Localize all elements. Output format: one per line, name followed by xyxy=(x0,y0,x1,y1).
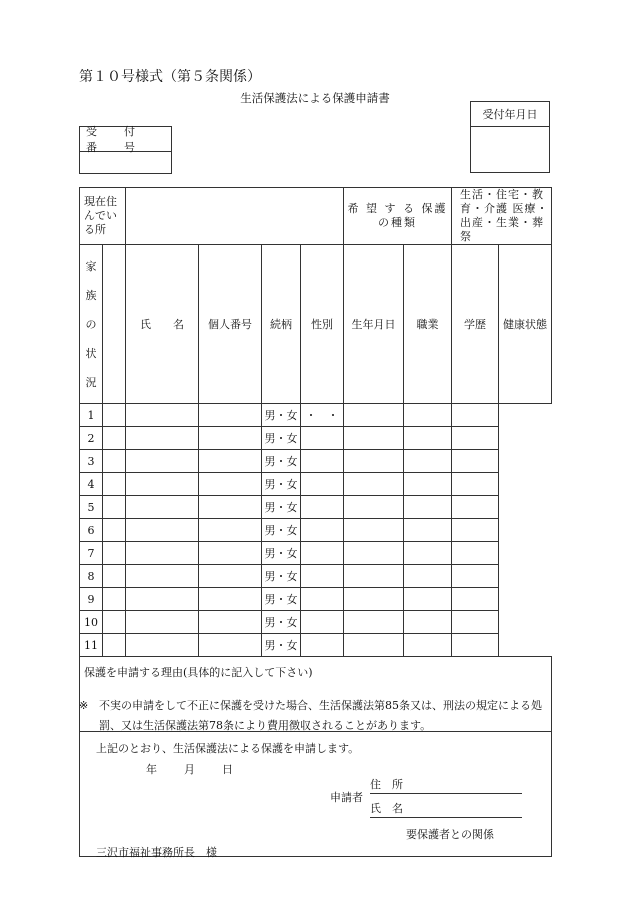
gender-cell[interactable]: 男・女 xyxy=(262,473,301,496)
name-cell[interactable] xyxy=(103,588,126,611)
reception-number-box xyxy=(79,126,172,174)
gender-cell[interactable]: 男・女 xyxy=(262,611,301,634)
occupation-cell[interactable] xyxy=(344,450,404,473)
education-cell[interactable] xyxy=(404,450,452,473)
education-cell[interactable] xyxy=(404,634,452,657)
personal-number-cell[interactable] xyxy=(126,427,199,450)
birthdate-cell[interactable] xyxy=(301,519,344,542)
occupation-cell[interactable] xyxy=(344,473,404,496)
column-header-occupation: 職業 xyxy=(404,245,452,404)
health-cell[interactable] xyxy=(452,450,499,473)
health-cell[interactable] xyxy=(452,496,499,519)
relationship-cell[interactable] xyxy=(199,404,262,427)
relationship-label[interactable]: 要保護者との関係 xyxy=(406,828,494,841)
desired-protection-label: 希 望 す る 保護の種類 xyxy=(344,188,452,245)
relationship-cell[interactable] xyxy=(199,496,262,519)
row-number: 3 xyxy=(80,450,103,473)
education-cell[interactable] xyxy=(404,427,452,450)
year-label: 年 xyxy=(146,763,157,776)
application-date[interactable] xyxy=(146,761,260,777)
relationship-cell[interactable] xyxy=(199,427,262,450)
birthdate-cell[interactable] xyxy=(301,427,344,450)
occupation-cell[interactable] xyxy=(344,634,404,657)
health-cell[interactable] xyxy=(452,404,499,427)
column-header-relationship: 続柄 xyxy=(262,245,301,404)
applicant-label: 申請者 xyxy=(330,791,363,804)
personal-number-cell[interactable] xyxy=(126,519,199,542)
birthdate-cell[interactable] xyxy=(301,588,344,611)
name-cell[interactable] xyxy=(103,565,126,588)
family-label-char: 況 xyxy=(85,376,97,389)
column-header-personal-number: 個人番号 xyxy=(199,245,262,404)
gender-cell[interactable]: 男・女 xyxy=(262,588,301,611)
occupation-cell[interactable] xyxy=(344,611,404,634)
reception-date-box xyxy=(470,101,550,173)
education-cell[interactable] xyxy=(404,611,452,634)
occupation-cell[interactable] xyxy=(344,404,404,427)
name-cell[interactable] xyxy=(103,496,126,519)
gender-cell[interactable]: 男・女 xyxy=(262,519,301,542)
health-cell[interactable] xyxy=(452,565,499,588)
gender-cell[interactable]: 男・女 xyxy=(262,496,301,519)
family-member-row xyxy=(80,427,552,450)
row-number: 6 xyxy=(80,519,103,542)
note-mark: ※ xyxy=(79,699,89,712)
personal-number-cell[interactable] xyxy=(126,450,199,473)
reason-field[interactable]: 保護を申請する理由(具体的に記入して下さい) xyxy=(80,657,552,732)
personal-number-cell[interactable] xyxy=(126,473,199,496)
occupation-cell[interactable] xyxy=(344,427,404,450)
family-member-row xyxy=(80,611,552,634)
health-cell[interactable] xyxy=(452,542,499,565)
gender-cell[interactable]: 男・女 xyxy=(262,542,301,565)
birthdate-cell[interactable] xyxy=(301,496,344,519)
row-number: 1 xyxy=(80,404,103,427)
education-cell[interactable] xyxy=(404,588,452,611)
relationship-cell[interactable] xyxy=(199,634,262,657)
address-label: 現在住んでいる所 xyxy=(80,188,126,245)
relationship-cell[interactable] xyxy=(199,519,262,542)
personal-number-cell[interactable] xyxy=(126,542,199,565)
education-cell[interactable] xyxy=(404,404,452,427)
gender-cell[interactable]: 男・女 xyxy=(262,404,301,427)
day-label: 日 xyxy=(222,763,233,776)
column-header-row xyxy=(80,245,552,404)
occupation-cell[interactable] xyxy=(344,588,404,611)
column-header-name: 氏 名 xyxy=(126,245,199,404)
name-cell[interactable] xyxy=(103,542,126,565)
birthdate-cell[interactable] xyxy=(301,450,344,473)
note-text: 不実の申請をして不正に保護を受けた場合、生活保護法第85条又は、刑法の規定による処罰、又は生活保護法第78条により費用徴収されることがあります。 xyxy=(99,699,542,732)
declaration-section xyxy=(80,732,552,857)
education-cell[interactable] xyxy=(404,542,452,565)
application-table xyxy=(79,187,552,857)
health-cell[interactable] xyxy=(452,427,499,450)
family-member-row xyxy=(80,473,552,496)
family-member-row xyxy=(80,450,552,473)
number-column-header xyxy=(103,245,126,404)
column-header-gender: 性別 xyxy=(301,245,344,404)
family-member-row xyxy=(80,519,552,542)
name-cell[interactable] xyxy=(103,473,126,496)
declaration-row xyxy=(80,732,552,857)
family-label-char: 家 xyxy=(85,260,97,273)
row-number: 7 xyxy=(80,542,103,565)
column-header-birthdate: 生年月日 xyxy=(344,245,404,404)
occupation-cell[interactable] xyxy=(344,542,404,565)
health-cell[interactable] xyxy=(452,611,499,634)
occupation-cell[interactable] xyxy=(344,496,404,519)
birthdate-cell[interactable] xyxy=(301,542,344,565)
name-cell[interactable] xyxy=(103,611,126,634)
name-cell[interactable] xyxy=(103,519,126,542)
health-cell[interactable] xyxy=(452,473,499,496)
gender-cell[interactable]: 男・女 xyxy=(262,565,301,588)
addressee: 三沢市福祉事務所長 様 xyxy=(96,846,217,859)
address-input-cell[interactable] xyxy=(126,188,344,245)
declaration-text: 上記のとおり、生活保護法による保護を申請します。 xyxy=(96,742,360,755)
personal-number-cell[interactable] xyxy=(126,565,199,588)
education-cell[interactable] xyxy=(404,565,452,588)
education-cell[interactable] xyxy=(404,519,452,542)
relationship-cell[interactable] xyxy=(199,542,262,565)
family-label-char: 状 xyxy=(85,347,97,360)
month-label: 月 xyxy=(184,763,195,776)
address-row xyxy=(80,188,552,245)
gender-cell[interactable]: 男・女 xyxy=(262,450,301,473)
warning-note xyxy=(79,696,555,736)
personal-number-cell[interactable] xyxy=(126,496,199,519)
relationship-cell[interactable] xyxy=(199,565,262,588)
relationship-cell[interactable] xyxy=(199,473,262,496)
birthdate-cell[interactable] xyxy=(301,634,344,657)
column-header-health: 健康状態 xyxy=(499,245,552,404)
relationship-cell[interactable] xyxy=(199,450,262,473)
reception-number-label: 受 付 番 号 xyxy=(80,127,171,152)
gender-cell[interactable]: 男・女 xyxy=(262,427,301,450)
occupation-cell[interactable] xyxy=(344,565,404,588)
family-member-row xyxy=(80,542,552,565)
birthdate-cell[interactable]: ・ ・ xyxy=(301,404,344,427)
row-number: 8 xyxy=(80,565,103,588)
row-number: 2 xyxy=(80,427,103,450)
family-member-row xyxy=(80,404,552,427)
form-number-label: 第１０号様式（第５条関係） xyxy=(79,69,261,85)
birthdate-cell[interactable] xyxy=(301,611,344,634)
birthdate-cell[interactable] xyxy=(301,473,344,496)
personal-number-cell[interactable] xyxy=(126,611,199,634)
birthdate-cell[interactable] xyxy=(301,565,344,588)
column-header-education: 学歴 xyxy=(452,245,499,404)
health-cell[interactable] xyxy=(452,634,499,657)
row-number: 4 xyxy=(80,473,103,496)
health-cell[interactable] xyxy=(452,519,499,542)
gender-cell[interactable]: 男・女 xyxy=(262,634,301,657)
family-member-row xyxy=(80,565,552,588)
education-cell[interactable] xyxy=(404,473,452,496)
family-label-char: の xyxy=(85,318,97,331)
family-member-row xyxy=(80,588,552,611)
personal-number-cell[interactable] xyxy=(126,634,199,657)
reception-date-label: 受付年月日 xyxy=(471,102,549,127)
personal-number-cell[interactable] xyxy=(126,588,199,611)
family-member-row xyxy=(80,496,552,519)
applicant-address-field[interactable]: 住 所 xyxy=(370,776,522,794)
name-cell[interactable] xyxy=(103,450,126,473)
relationship-cell[interactable] xyxy=(199,588,262,611)
row-number: 11 xyxy=(80,634,103,657)
relationship-cell[interactable] xyxy=(199,611,262,634)
name-cell[interactable] xyxy=(103,404,126,427)
family-status-label xyxy=(80,245,103,404)
education-cell[interactable] xyxy=(404,496,452,519)
name-cell[interactable] xyxy=(103,634,126,657)
family-label-char: 族 xyxy=(85,289,97,302)
name-cell[interactable] xyxy=(103,427,126,450)
health-cell[interactable] xyxy=(452,588,499,611)
personal-number-cell[interactable] xyxy=(126,404,199,427)
row-number: 5 xyxy=(80,496,103,519)
applicant-name-field[interactable]: 氏 名 xyxy=(370,800,522,818)
row-number: 9 xyxy=(80,588,103,611)
occupation-cell[interactable] xyxy=(344,519,404,542)
document-title: 生活保護法による保護申請書 xyxy=(240,91,390,105)
family-member-row xyxy=(80,634,552,657)
row-number: 10 xyxy=(80,611,103,634)
desired-protection-types[interactable]: 生活・住宅・教育・介護 医療・出産・生業・葬祭 xyxy=(452,188,552,245)
